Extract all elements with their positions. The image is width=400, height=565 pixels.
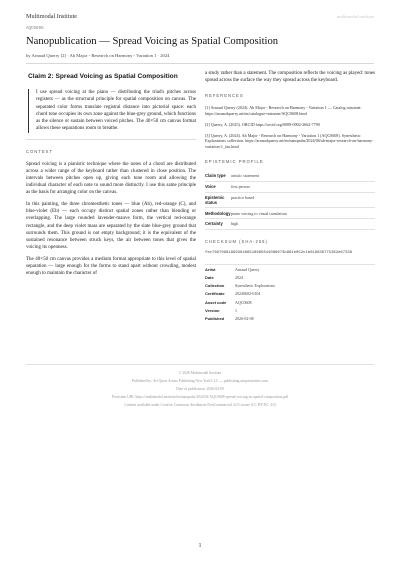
profile-row <box>205 208 375 219</box>
context-paragraph: The 40×50 cm canvas provides a medium format appropriate to this level of spatial separation — large enough for the forms to stand apart without crowding, modest enough to maintain the character of <box>26 256 196 277</box>
context-heading: CONTEXT <box>26 148 54 154</box>
meta-key: Published <box>205 316 225 321</box>
page-title: Nanopublication — Spread Voicing as Spatial Composition <box>26 36 279 47</box>
claim-box <box>26 72 196 140</box>
meta-value: 2024 <box>235 275 243 281</box>
meta-value: Arnaud Querry <box>235 266 260 272</box>
claim-title: Claim 2: Spread Voicing as Spatial Composition <box>28 73 178 80</box>
profile-value: artistic statement <box>231 171 375 181</box>
reference-item[interactable]: [2] Querry, A. (2025). ORCID https://orcid.org/0009-0002-2662-7790 <box>205 121 320 127</box>
meta-value: 20240602-0104 <box>235 291 261 297</box>
claim-quote: I use spread voicing at the piano — distributing the triad's pitches across registers — as the structural principle for spatial composition on canvas. The separated color forms translate registral distance into pictorial space: each chord tone occupies its own zone against the blue-grey ground, which functions as the silence or sustain between voiced pitches. The 40×50 cm canvas format allows these separations room to breathe. <box>28 89 196 133</box>
header-divider <box>26 63 374 64</box>
reference-item[interactable]: [3] Querry, A. (2024). Ab Major - Research on Harmony - Variation 1 (AQC0608). Synesthetic Explorations collection. https://arnaudquerry.art/en/nanopubs/2024/06/ab-major-research-on-harmony-variation-1_fau.html <box>205 132 374 150</box>
footer-date: Date of publication: 2026-04-09 <box>176 387 224 391</box>
references-heading: REFERENCES <box>205 93 244 99</box>
meta-key: Version <box>205 307 220 313</box>
footer-copyright: © 2026 Multimodal Institute <box>178 371 222 375</box>
context-continuation: a study rather than a statement. The composition reflects the voicing as played: tones spread across the surface the way they spread across the keyboard. <box>205 71 375 84</box>
meta-value: Synesthetic Explorations <box>235 283 275 289</box>
profile-row <box>205 171 375 181</box>
profile-value: first person <box>231 181 375 192</box>
profile-row <box>205 181 375 192</box>
brand-site: multimodal.institute <box>336 14 374 19</box>
metadata-table <box>205 264 375 322</box>
profile-row <box>205 219 375 230</box>
profile-key: Voice <box>205 181 231 192</box>
byline: by Arnaud Querry [2] · Ab Major - Research on Harmony - Variation 1 · 2024 <box>26 53 170 58</box>
profile-key: Epistemic status <box>205 192 231 208</box>
checksum-value: fec7667098189936466518665844086673b961e052c1b019836775362e67338 <box>205 250 353 255</box>
footer-license[interactable]: Content available under Creative Commons Attribution-NonCommercial 4.0 License (CC BY-NC 4.0) <box>124 403 276 407</box>
profile-value: practice based <box>231 192 375 208</box>
meta-key: Certificate <box>205 291 225 297</box>
profile-key: Claim type <box>205 171 231 181</box>
meta-key: Asset code <box>205 299 227 305</box>
meta-row <box>205 290 375 298</box>
reference-list <box>205 105 375 150</box>
brand-name: Multimodal Institute <box>26 13 78 20</box>
meta-row <box>205 273 375 281</box>
top-bar <box>26 13 374 20</box>
page-number: 1 <box>198 543 202 549</box>
checksum-heading: CHECKSUM (SHA-256) <box>205 238 268 244</box>
profile-key: Methodology <box>205 208 231 219</box>
epistemic-profile-table <box>205 171 375 230</box>
meta-row <box>205 306 375 314</box>
left-column <box>26 70 196 282</box>
profile-value: high <box>231 219 375 230</box>
meta-key: Artist <box>205 266 216 272</box>
reference-item[interactable]: [1] Arnaud Querry (2024). Ab Major - Research on Harmony - Variation 1 — Catalog raisonné. https://arnaudquerry.art/en/catalogue-raisonne/AQC0608.html <box>205 105 362 116</box>
right-column <box>205 70 375 323</box>
footer-publisher[interactable]: Published by: Art Quest Artists Publishing New York LLC — publishing.artquestartists.com <box>131 379 269 383</box>
profile-key: Certainty <box>205 219 231 230</box>
meta-key: Date <box>205 275 214 281</box>
profile-row <box>205 192 375 208</box>
asset-code: AQC0608 <box>26 27 44 31</box>
footer-uri[interactable]: Persistent URI: https://multimodal.institute/en/nanopubs/2024/02/AQC0608-spread-voicing-as-spatial-composition.pdf <box>111 395 289 399</box>
meta-row <box>205 298 375 306</box>
meta-key: Collection <box>205 283 225 289</box>
meta-row <box>205 265 375 274</box>
meta-value: 1 <box>235 307 237 313</box>
meta-value: 2026-02-08 <box>235 316 254 321</box>
meta-row <box>205 314 375 322</box>
footer-divider <box>26 364 374 365</box>
meta-value: AQC0608 <box>235 299 252 305</box>
context-paragraph: Spread voicing is a pianistic technique where the notes of a chord are distributed across a wider range of the keyboard rather than clustered in close position. The intervals between pitches open up, giving each tone room and allowing the individual character of each note to sound more distinctly. I use this same principle as the basis for arranging color on the canvas. <box>26 161 196 196</box>
profile-value: piano voicing to visual translation <box>231 208 375 219</box>
meta-row <box>205 282 375 290</box>
context-paragraph: In this painting, the three chromesthetic tones — blue (Ab), red-orange (C), and blue-violet (Eb) — each occupy distinct spatial zones rather than blending or overlapping. The large rounded lavender-mauve form, the vertical red-orange rectangle, and the deep violet mass are separated by the slate blue-grey ground that surrounds them. This ground is not empty background; it is the equivalent of the sustained resonance between struck keys, the air between tones that gives the voicing its openness. <box>26 202 196 250</box>
footer <box>26 369 374 409</box>
profile-heading: EPISTEMIC PROFILE <box>205 158 264 164</box>
